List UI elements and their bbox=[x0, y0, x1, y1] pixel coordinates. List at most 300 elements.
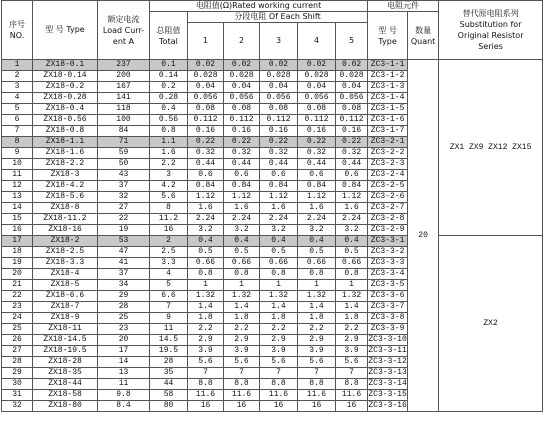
substitution-group-2: ZX2 bbox=[439, 236, 543, 412]
row-type: ZX18-5 bbox=[33, 280, 98, 291]
row-shift-4: 0.4 bbox=[298, 236, 336, 247]
header-model-label: 型 号 Type bbox=[45, 25, 85, 34]
row-type: ZX18-0.8 bbox=[33, 126, 98, 137]
row-shift-1: 0.028 bbox=[188, 71, 224, 82]
row-shift-2: 2.2 bbox=[224, 324, 260, 335]
row-shift-3: 0.112 bbox=[260, 115, 298, 126]
row-no: 7 bbox=[2, 126, 33, 137]
row-shift-5: 0.84 bbox=[336, 181, 368, 192]
row-total: 16 bbox=[150, 225, 188, 236]
row-shift-4: 0.22 bbox=[298, 137, 336, 148]
row-shift-5: 1.12 bbox=[336, 192, 368, 203]
row-shift-5: 8.8 bbox=[336, 379, 368, 390]
row-shift-3: 1.8 bbox=[260, 313, 298, 324]
row-current: 17 bbox=[98, 346, 150, 357]
row-no: 14 bbox=[2, 203, 33, 214]
row-current: 59 bbox=[98, 148, 150, 159]
row-comp-type: ZC3-1-2 bbox=[368, 71, 408, 82]
row-current: 14 bbox=[98, 357, 150, 368]
header-shift-4: 4 bbox=[298, 23, 336, 60]
row-type: ZX18-0.56 bbox=[33, 115, 98, 126]
row-shift-3: 0.66 bbox=[260, 258, 298, 269]
row-shift-1: 5.6 bbox=[188, 357, 224, 368]
row-current: 19 bbox=[98, 225, 150, 236]
row-total: 0.28 bbox=[150, 93, 188, 104]
row-current: 11 bbox=[98, 379, 150, 390]
row-type: ZX18-14.5 bbox=[33, 335, 98, 346]
row-type: ZX18-1.6 bbox=[33, 148, 98, 159]
row-comp-type: ZC3-2-8 bbox=[368, 214, 408, 225]
row-comp-type: ZC3-3-3 bbox=[368, 258, 408, 269]
table-header bbox=[2, 1, 543, 60]
row-current: 100 bbox=[98, 115, 150, 126]
row-total: 5.6 bbox=[150, 192, 188, 203]
row-type: ZX18-0.1 bbox=[33, 60, 98, 71]
row-no: 15 bbox=[2, 214, 33, 225]
row-shift-1: 8.8 bbox=[188, 379, 224, 390]
row-shift-5: 0.32 bbox=[336, 148, 368, 159]
row-shift-5: 0.112 bbox=[336, 115, 368, 126]
row-shift-1: 1 bbox=[188, 280, 224, 291]
row-type: ZX18-4 bbox=[33, 269, 98, 280]
row-shift-3: 8.8 bbox=[260, 379, 298, 390]
header-component-group bbox=[368, 1, 439, 12]
row-comp-type: ZC3-1-7 bbox=[368, 126, 408, 137]
row-total: 6.6 bbox=[150, 291, 188, 302]
row-comp-type: ZC3-2-3 bbox=[368, 159, 408, 170]
row-current: 23 bbox=[98, 324, 150, 335]
header-shift-1: 1 bbox=[188, 23, 224, 60]
row-shift-2: 1.12 bbox=[224, 192, 260, 203]
row-total: 0.8 bbox=[150, 126, 188, 137]
row-shift-3: 7 bbox=[260, 368, 298, 379]
row-no: 5 bbox=[2, 104, 33, 115]
row-type: ZX18-35 bbox=[33, 368, 98, 379]
row-shift-3: 0.4 bbox=[260, 236, 298, 247]
row-no: 10 bbox=[2, 159, 33, 170]
row-no: 21 bbox=[2, 280, 33, 291]
row-shift-3: 3.9 bbox=[260, 346, 298, 357]
row-current: 13 bbox=[98, 368, 150, 379]
row-shift-5: 0.22 bbox=[336, 137, 368, 148]
row-comp-type: ZC3-1-6 bbox=[368, 115, 408, 126]
row-comp-type: ZC3-3-11 bbox=[368, 346, 407, 355]
row-total: 0.2 bbox=[150, 82, 188, 93]
row-total: 35 bbox=[150, 368, 188, 379]
row-shift-1: 1.6 bbox=[188, 203, 224, 214]
row-no: 4 bbox=[2, 93, 33, 104]
row-shift-3: 0.02 bbox=[260, 60, 298, 71]
row-shift-4: 0.02 bbox=[298, 60, 336, 71]
row-current: 37 bbox=[98, 181, 150, 192]
row-shift-1: 0.02 bbox=[188, 60, 224, 71]
row-total: 28 bbox=[150, 357, 188, 368]
row-shift-5: 0.66 bbox=[336, 258, 368, 269]
row-total: 4 bbox=[150, 269, 188, 280]
row-no: 24 bbox=[2, 313, 33, 324]
row-shift-3: 0.6 bbox=[260, 170, 298, 181]
row-no: 11 bbox=[2, 170, 33, 181]
substitution-group-1: ZX1 ZX9 ZX12 ZX15 bbox=[439, 60, 543, 236]
row-shift-2: 1.4 bbox=[224, 302, 260, 313]
row-no: 19 bbox=[2, 258, 33, 269]
row-no: 30 bbox=[2, 379, 33, 390]
row-shift-4: 0.66 bbox=[298, 258, 336, 269]
row-no: 17 bbox=[2, 236, 33, 247]
row-shift-3: 3.2 bbox=[260, 225, 298, 236]
row-type: ZX18-58 bbox=[33, 390, 98, 401]
row-shift-5: 0.028 bbox=[336, 71, 368, 82]
header-shift-2: 2 bbox=[224, 23, 260, 60]
row-shift-1: 0.84 bbox=[188, 181, 224, 192]
row-shift-2: 7 bbox=[224, 368, 260, 379]
row-comp-type: ZC3-1-5 bbox=[368, 104, 408, 115]
row-type: ZX18-5.6 bbox=[33, 192, 98, 203]
header-load-current-label: 额定电流 Load Curr- ent A bbox=[102, 14, 145, 46]
row-type: ZX18-2.2 bbox=[33, 159, 98, 170]
row-shift-5: 0.056 bbox=[336, 93, 368, 104]
header-shift-group bbox=[188, 12, 368, 23]
row-type: ZX18-4.2 bbox=[33, 181, 98, 192]
row-shift-2: 0.5 bbox=[224, 247, 260, 258]
row-shift-4: 2.24 bbox=[298, 214, 336, 225]
row-shift-4: 0.8 bbox=[298, 269, 336, 280]
row-shift-2: 0.4 bbox=[224, 236, 260, 247]
header-model bbox=[33, 1, 98, 60]
row-shift-4: 0.028 bbox=[298, 71, 336, 82]
row-total: 5 bbox=[150, 280, 188, 291]
row-shift-4: 7 bbox=[298, 368, 336, 379]
row-shift-4: 0.5 bbox=[298, 247, 336, 258]
row-type: ZX18-11 bbox=[33, 324, 98, 335]
row-current: 27 bbox=[98, 203, 150, 214]
row-shift-4: 0.6 bbox=[298, 170, 336, 181]
row-shift-2: 2.9 bbox=[224, 335, 260, 346]
row-comp-type: ZC3-3-4 bbox=[368, 269, 408, 280]
row-current: 167 bbox=[98, 82, 150, 93]
row-shift-3: 0.22 bbox=[260, 137, 298, 148]
row-type: ZX18-0.28 bbox=[33, 93, 98, 104]
row-total: 11.2 bbox=[150, 214, 188, 225]
header-component-group-label: 电阻元件 bbox=[387, 1, 420, 10]
row-total: 0.4 bbox=[150, 104, 188, 115]
row-total: 0.56 bbox=[150, 115, 188, 126]
row-current: 20 bbox=[98, 335, 150, 346]
row-type: ZX18-44 bbox=[33, 379, 98, 390]
row-shift-1: 1.4 bbox=[188, 302, 224, 313]
row-type: ZX18-1.1 bbox=[33, 137, 98, 148]
row-shift-4: 0.04 bbox=[298, 82, 336, 93]
row-shift-2: 0.44 bbox=[224, 159, 260, 170]
row-shift-5: 0.02 bbox=[336, 60, 368, 71]
row-current: 53 bbox=[98, 236, 150, 247]
header-substitution-label: 替代原电阻系列 Substitution for Original Resistor Series bbox=[457, 9, 524, 51]
row-shift-1: 0.22 bbox=[188, 137, 224, 148]
row-comp-type: ZC3-1-4 bbox=[368, 93, 408, 104]
row-total: 14.5 bbox=[150, 335, 188, 346]
row-shift-1: 11.6 bbox=[188, 390, 224, 401]
header-rated-group-label: 电阻值(Ω)Rated working current bbox=[195, 1, 322, 10]
row-shift-4: 11.6 bbox=[298, 390, 336, 401]
row-comp-type: ZC3-2-2 bbox=[368, 148, 408, 159]
row-shift-1: 1.8 bbox=[188, 313, 224, 324]
row-shift-4: 0.08 bbox=[298, 104, 336, 115]
row-shift-2: 3.2 bbox=[224, 225, 260, 236]
header-seq-label: 序号 NO. bbox=[9, 20, 25, 40]
row-current: 71 bbox=[98, 137, 150, 148]
row-comp-type: ZC3-3-13 bbox=[368, 368, 407, 377]
row-shift-2: 1.8 bbox=[224, 313, 260, 324]
row-current: 25 bbox=[98, 313, 150, 324]
row-shift-4: 3.9 bbox=[298, 346, 336, 357]
row-shift-1: 0.112 bbox=[188, 115, 224, 126]
row-shift-5: 0.5 bbox=[336, 247, 368, 258]
row-shift-4: 0.32 bbox=[298, 148, 336, 159]
row-shift-3: 2.24 bbox=[260, 214, 298, 225]
header-shift-3: 3 bbox=[260, 23, 298, 60]
row-type: ZX18-2 bbox=[33, 236, 98, 247]
row-shift-5: 1.6 bbox=[336, 203, 368, 214]
row-shift-1: 1.12 bbox=[188, 192, 224, 203]
row-no: 23 bbox=[2, 302, 33, 313]
row-current: 47 bbox=[98, 247, 150, 258]
row-no: 2 bbox=[2, 71, 33, 82]
row-shift-2: 0.02 bbox=[224, 60, 260, 71]
row-shift-1: 1.32 bbox=[188, 291, 224, 302]
row-no: 3 bbox=[2, 82, 33, 93]
row-shift-2: 0.66 bbox=[224, 258, 260, 269]
row-shift-3: 0.16 bbox=[260, 126, 298, 137]
row-shift-1: 3.2 bbox=[188, 225, 224, 236]
row-shift-4: 1.32 bbox=[298, 291, 336, 302]
row-shift-2: 1.32 bbox=[224, 291, 260, 302]
row-shift-5: 1.8 bbox=[336, 313, 368, 324]
row-shift-2: 16 bbox=[224, 401, 260, 412]
row-total: 2.5 bbox=[150, 247, 188, 258]
row-shift-1: 0.16 bbox=[188, 126, 224, 137]
row-current: 141 bbox=[98, 93, 150, 104]
row-current: 41 bbox=[98, 258, 150, 269]
row-total: 1.1 bbox=[150, 137, 188, 148]
row-shift-5: 0.6 bbox=[336, 170, 368, 181]
row-shift-4: 0.112 bbox=[298, 115, 336, 126]
row-comp-type: ZC3-3-10 bbox=[368, 335, 407, 344]
row-shift-1: 2.9 bbox=[188, 335, 224, 346]
row-total: 8 bbox=[150, 203, 188, 214]
row-comp-type: ZC3-3-14 bbox=[368, 379, 407, 388]
row-shift-4: 1.6 bbox=[298, 203, 336, 214]
row-comp-type: ZC3-3-1 bbox=[368, 236, 408, 247]
row-current: 34 bbox=[98, 280, 150, 291]
row-shift-5: 11.6 bbox=[336, 390, 368, 401]
row-shift-2: 0.22 bbox=[224, 137, 260, 148]
resistor-spec-table bbox=[1, 0, 543, 412]
row-shift-4: 1.12 bbox=[298, 192, 336, 203]
row-no: 31 bbox=[2, 390, 33, 401]
row-type: ZX18-3.3 bbox=[33, 258, 98, 269]
row-comp-type: ZC3-1-1 bbox=[368, 60, 408, 71]
row-shift-1: 0.4 bbox=[188, 236, 224, 247]
row-no: 22 bbox=[2, 291, 33, 302]
row-current: 43 bbox=[98, 170, 150, 181]
row-shift-3: 0.04 bbox=[260, 82, 298, 93]
row-shift-5: 0.16 bbox=[336, 126, 368, 137]
row-shift-3: 0.5 bbox=[260, 247, 298, 258]
row-comp-type: ZC3-2-4 bbox=[368, 170, 408, 181]
row-shift-4: 5.6 bbox=[298, 357, 336, 368]
row-no: 29 bbox=[2, 368, 33, 379]
row-shift-2: 0.04 bbox=[224, 82, 260, 93]
row-type: ZX18-2.5 bbox=[33, 247, 98, 258]
row-no: 25 bbox=[2, 324, 33, 335]
row-shift-4: 3.2 bbox=[298, 225, 336, 236]
row-type: ZX18-11.2 bbox=[33, 214, 98, 225]
row-no: 6 bbox=[2, 115, 33, 126]
row-shift-5: 2.9 bbox=[336, 335, 368, 346]
row-shift-3: 1 bbox=[260, 280, 298, 291]
row-shift-5: 3.2 bbox=[336, 225, 368, 236]
row-current: 9.8 bbox=[98, 390, 150, 401]
row-comp-type: ZC3-3-9 bbox=[368, 324, 408, 335]
row-shift-4: 2.9 bbox=[298, 335, 336, 346]
row-type: ZX18-7 bbox=[33, 302, 98, 313]
row-comp-type: ZC3-3-15 bbox=[368, 390, 407, 399]
row-comp-type: ZC3-2-9 bbox=[368, 225, 408, 236]
row-type: ZX18-8 bbox=[33, 203, 98, 214]
row-shift-3: 11.6 bbox=[260, 390, 298, 401]
row-shift-2: 0.6 bbox=[224, 170, 260, 181]
row-shift-1: 3.9 bbox=[188, 346, 224, 357]
table-row bbox=[2, 236, 543, 247]
row-current: 50 bbox=[98, 159, 150, 170]
row-total: 1.6 bbox=[150, 148, 188, 159]
row-current: 84 bbox=[98, 126, 150, 137]
row-shift-2: 0.16 bbox=[224, 126, 260, 137]
row-comp-type: ZC3-3-2 bbox=[368, 247, 408, 258]
row-current: 29 bbox=[98, 291, 150, 302]
row-shift-1: 0.44 bbox=[188, 159, 224, 170]
row-total: 3 bbox=[150, 170, 188, 181]
row-no: 13 bbox=[2, 192, 33, 203]
row-shift-1: 0.056 bbox=[188, 93, 224, 104]
row-comp-type: ZC3-3-12 bbox=[368, 357, 407, 366]
header-quantity bbox=[408, 12, 439, 60]
row-no: 18 bbox=[2, 247, 33, 258]
row-type: ZX18-6.6 bbox=[33, 291, 98, 302]
row-shift-3: 0.08 bbox=[260, 104, 298, 115]
row-total: 80 bbox=[150, 401, 188, 412]
row-shift-5: 2.2 bbox=[336, 324, 368, 335]
row-shift-2: 3.9 bbox=[224, 346, 260, 357]
row-shift-2: 1.6 bbox=[224, 203, 260, 214]
row-comp-type: ZC3-2-6 bbox=[368, 192, 408, 203]
header-comp-type bbox=[368, 12, 408, 60]
row-shift-1: 0.32 bbox=[188, 148, 224, 159]
row-type: ZX18-9 bbox=[33, 313, 98, 324]
row-no: 28 bbox=[2, 357, 33, 368]
row-current: 118 bbox=[98, 104, 150, 115]
row-shift-4: 0.44 bbox=[298, 159, 336, 170]
row-shift-2: 2.24 bbox=[224, 214, 260, 225]
row-total: 58 bbox=[150, 390, 188, 401]
row-shift-1: 0.66 bbox=[188, 258, 224, 269]
row-type: ZX18-16 bbox=[33, 225, 98, 236]
row-comp-type: ZC3-3-5 bbox=[368, 280, 408, 291]
row-shift-5: 1 bbox=[336, 280, 368, 291]
row-current: 200 bbox=[98, 71, 150, 82]
row-shift-5: 1.4 bbox=[336, 302, 368, 313]
row-type: ZX18-0.2 bbox=[33, 82, 98, 93]
row-shift-4: 1 bbox=[298, 280, 336, 291]
quantity-value: 20 bbox=[408, 60, 439, 412]
row-shift-5: 0.04 bbox=[336, 82, 368, 93]
row-comp-type: ZC3-3-6 bbox=[368, 291, 408, 302]
row-total: 4.2 bbox=[150, 181, 188, 192]
row-no: 12 bbox=[2, 181, 33, 192]
row-shift-1: 0.5 bbox=[188, 247, 224, 258]
row-shift-3: 0.32 bbox=[260, 148, 298, 159]
row-shift-3: 16 bbox=[260, 401, 298, 412]
row-shift-5: 1.32 bbox=[336, 291, 368, 302]
row-no: 32 bbox=[2, 401, 33, 412]
row-shift-3: 1.6 bbox=[260, 203, 298, 214]
row-shift-2: 11.6 bbox=[224, 390, 260, 401]
row-shift-3: 1.32 bbox=[260, 291, 298, 302]
row-current: 32 bbox=[98, 192, 150, 203]
row-no: 9 bbox=[2, 148, 33, 159]
row-shift-4: 1.8 bbox=[298, 313, 336, 324]
row-shift-3: 0.8 bbox=[260, 269, 298, 280]
header-shift-5: 5 bbox=[336, 23, 368, 60]
row-comp-type: ZC3-2-5 bbox=[368, 181, 408, 192]
row-shift-5: 0.4 bbox=[336, 236, 368, 247]
row-type: ZX18-28 bbox=[33, 357, 98, 368]
row-total: 0.1 bbox=[150, 60, 188, 71]
header-total-label: 总阻值 Total bbox=[156, 25, 181, 46]
header-rated-group bbox=[150, 1, 368, 12]
row-shift-5: 0.44 bbox=[336, 159, 368, 170]
header-total bbox=[150, 12, 188, 60]
row-shift-5: 0.8 bbox=[336, 269, 368, 280]
row-shift-2: 0.08 bbox=[224, 104, 260, 115]
row-shift-2: 0.028 bbox=[224, 71, 260, 82]
table-body bbox=[2, 60, 543, 412]
row-shift-3: 0.44 bbox=[260, 159, 298, 170]
row-type: ZX18-0.14 bbox=[33, 71, 98, 82]
row-comp-type: ZC3-3-8 bbox=[368, 313, 408, 324]
row-comp-type: ZC3-2-7 bbox=[368, 203, 408, 214]
row-shift-4: 1.4 bbox=[298, 302, 336, 313]
row-shift-2: 1 bbox=[224, 280, 260, 291]
row-shift-2: 0.056 bbox=[224, 93, 260, 104]
row-shift-1: 16 bbox=[188, 401, 224, 412]
row-shift-4: 8.8 bbox=[298, 379, 336, 390]
row-total: 11 bbox=[150, 324, 188, 335]
row-comp-type: ZC3-3-16 bbox=[368, 401, 407, 410]
row-current: 37 bbox=[98, 269, 150, 280]
row-shift-2: 8.8 bbox=[224, 379, 260, 390]
row-shift-1: 0.8 bbox=[188, 269, 224, 280]
row-shift-5: 0.08 bbox=[336, 104, 368, 115]
header-comp-type-label: 型 号 Type bbox=[378, 25, 397, 46]
header-seq bbox=[2, 1, 33, 60]
row-type: ZX18-80 bbox=[33, 401, 98, 412]
row-total: 19.5 bbox=[150, 346, 188, 357]
header-substitution bbox=[439, 1, 543, 60]
row-shift-3: 2.9 bbox=[260, 335, 298, 346]
row-current: 28 bbox=[98, 302, 150, 313]
header-shift-group-label: 分段电阻 Of Each Shift bbox=[234, 12, 321, 21]
